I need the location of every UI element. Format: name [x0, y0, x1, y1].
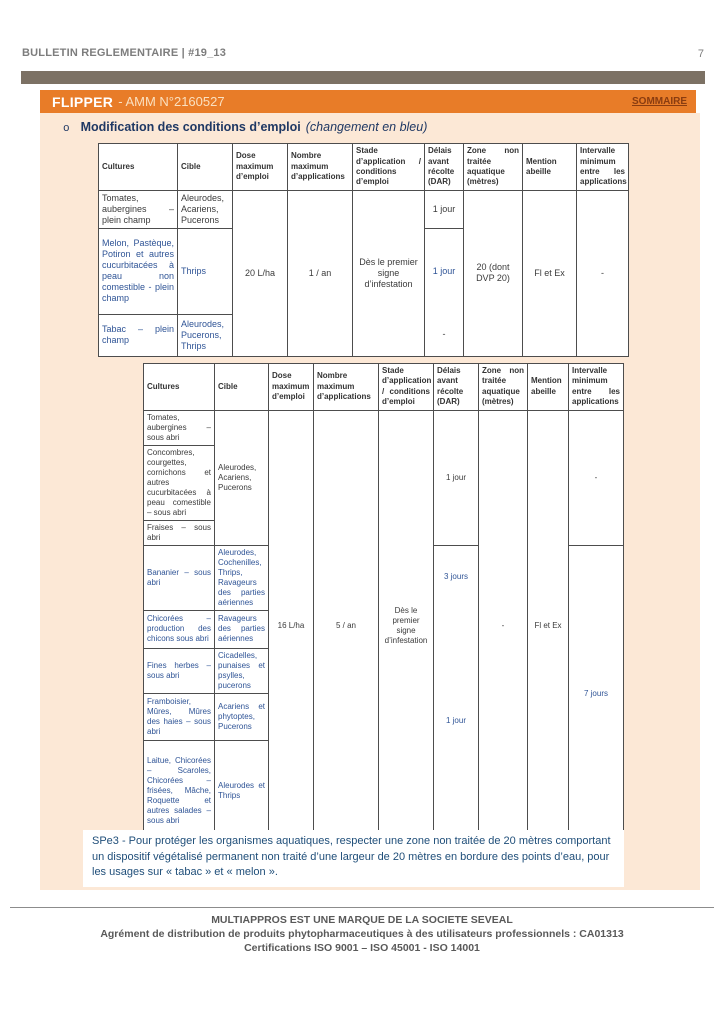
column-header-nombre: Nombre maximum d’applications [314, 364, 379, 411]
table-row [144, 410, 624, 445]
column-header-cultures: Cultures [144, 364, 215, 411]
cell-cible: Aleurodes, Acariens, Pucerons [178, 191, 233, 229]
cell-cible: Ravageurs des parties aériennes [215, 610, 269, 648]
table-header-row [99, 144, 629, 191]
cell-cultures: Tomates, aubergines – sous abri [144, 410, 215, 445]
cell-cultures: Bananier – sous abri [144, 545, 215, 610]
cell-cible: Aleurodes et Thrips [215, 740, 269, 842]
cell-dose: 20 L/ha [233, 191, 288, 357]
cell-dar: 3 jours [443, 571, 468, 581]
sommaire-link[interactable]: SOMMAIRE [632, 96, 687, 107]
cell-stade: Dès le premier signe d’infestation [353, 191, 425, 357]
cell-cible: Aleurodes, Cochenilles, Thrips, Ravageurs des parties aériennes [215, 545, 269, 610]
table-plein-champ [98, 143, 629, 357]
cell-mention-abeille: Fl et Ex [528, 410, 569, 842]
column-header-intervalle: Intervalle minimum entre les applications [577, 144, 629, 191]
column-header-dar: Délais avant récolte (DAR) [425, 144, 464, 191]
cell-dar: 1 jour [425, 191, 464, 229]
cell-dar: 1 jour [445, 716, 466, 726]
cell-intervalle: - [577, 191, 629, 357]
page-number: 7 [697, 48, 704, 60]
cell-dar-group [434, 545, 479, 842]
section-title: Modification des conditions d’emploi [80, 120, 301, 134]
cell-cible: Acariens et phytoptes, Pucerons [215, 693, 269, 740]
cell-zone: 20 (dont DVP 20) [464, 191, 523, 357]
column-header-zone: Zone non traitée aquatique (mètres) [464, 144, 523, 191]
cell-intervalle: 7 jours [569, 545, 624, 842]
column-header-stade: Stade d’application / conditions d’emploi [379, 364, 434, 411]
column-header-nombre: Nombre maximum d’applications [288, 144, 353, 191]
page-footer [0, 914, 724, 956]
table-row [99, 191, 629, 229]
cell-cultures: Concombres, courgettes, cornichons et autres cucurbitacées à peau comestible – sous abri [144, 445, 215, 520]
cell-dar: - [442, 329, 446, 340]
column-header-mention: Mention abeille [528, 364, 569, 411]
cell-cultures: Melon, Pastèque, Potiron et autres cucurbitacées à peau non comestible - plein champ [99, 228, 178, 314]
column-header-dar: Délais avant récolte (DAR) [434, 364, 479, 411]
cell-zone: - [479, 410, 528, 842]
footer-line-agrement: Agrément de distribution de produits phytopharmaceutiques à des utilisateurs professionnels : CA01313 [100, 927, 624, 940]
header-divider-bar [21, 71, 705, 84]
cell-cible: Aleurodes, Pucerons, Thrips [178, 314, 233, 356]
column-header-intervalle: Intervalle minimum entre les applications [569, 364, 624, 411]
column-header-dose: Dose maximum d’emploi [269, 364, 314, 411]
cell-cultures: Chicorées – production des chicons sous abri [144, 610, 215, 648]
list-bullet: o [63, 123, 70, 135]
column-header-dose: Dose maximum d’emploi [233, 144, 288, 191]
section-heading [63, 120, 427, 135]
spe3-note: SPe3 - Pour protéger les organismes aquatiques, respecter une zone non traitée de 20 mètres comportant un dispositif végétalisé permanent non traité d’une largeur de 20 mètres en bordure des points d’eau, pour les usages sur « tabac » et « melon ». [83, 830, 624, 887]
footer-divider [10, 907, 714, 908]
footer-line-brand: MULTIAPPROS EST UNE MARQUE DE LA SOCIETE SEVEAL [211, 914, 513, 926]
cell-dose: 16 L/ha [269, 410, 314, 842]
cell-nombre: 1 / an [288, 191, 353, 357]
cell-cultures: Framboisier, Mûres, Mûres des haies – sous abri [144, 693, 215, 740]
cell-cible: Thrips [178, 228, 233, 314]
cell-cible: Aleurodes, Acariens, Pucerons [215, 410, 269, 545]
cell-cultures: Fraises – sous abri [144, 520, 215, 545]
product-banner [40, 90, 696, 113]
cell-cultures: Laitue, Chicorées – Scaroles, Chicorées – frisées, Mâche, Roquette et autres salades – sous abri [144, 740, 215, 842]
cell-cible: Cicadelles, punaises et psylles, pucerons [215, 648, 269, 693]
cell-stade: Dès le premier signe d’infestation [379, 410, 434, 842]
product-name: FLIPPER [52, 93, 114, 110]
content-box [40, 113, 700, 890]
cell-cultures: Tabac – plein champ [99, 314, 178, 356]
column-header-zone: Zone non traitée aquatique (mètres) [479, 364, 528, 411]
cell-intervalle: - [569, 410, 624, 545]
cell-dar-group [425, 228, 464, 356]
cell-dar: 1 jour [432, 265, 456, 276]
column-header-cible: Cible [178, 144, 233, 191]
column-header-mention: Mention abeille [523, 144, 577, 191]
cell-mention-abeille: Fl et Ex [523, 191, 577, 357]
cell-cultures: Tomates, aubergines – plein champ [99, 191, 178, 229]
column-header-stade: Stade d’application / conditions d’emploi [353, 144, 425, 191]
table-header-row [144, 364, 624, 411]
footer-line-certifications: Certifications ISO 9001 – ISO 45001 - ISO 14001 [244, 941, 480, 954]
table-sous-abri [143, 363, 624, 843]
amm-number: - AMM N°2160527 [118, 94, 225, 109]
section-note: (changement en bleu) [305, 120, 428, 134]
cell-cultures: Fines herbes – sous abri [144, 648, 215, 693]
column-header-cultures: Cultures [99, 144, 178, 191]
column-header-cible: Cible [215, 364, 269, 411]
document-header-title: BULLETIN REGLEMENTAIRE | #19_13 [22, 47, 227, 59]
cell-dar: 1 jour [434, 410, 479, 545]
cell-nombre: 5 / an [314, 410, 379, 842]
